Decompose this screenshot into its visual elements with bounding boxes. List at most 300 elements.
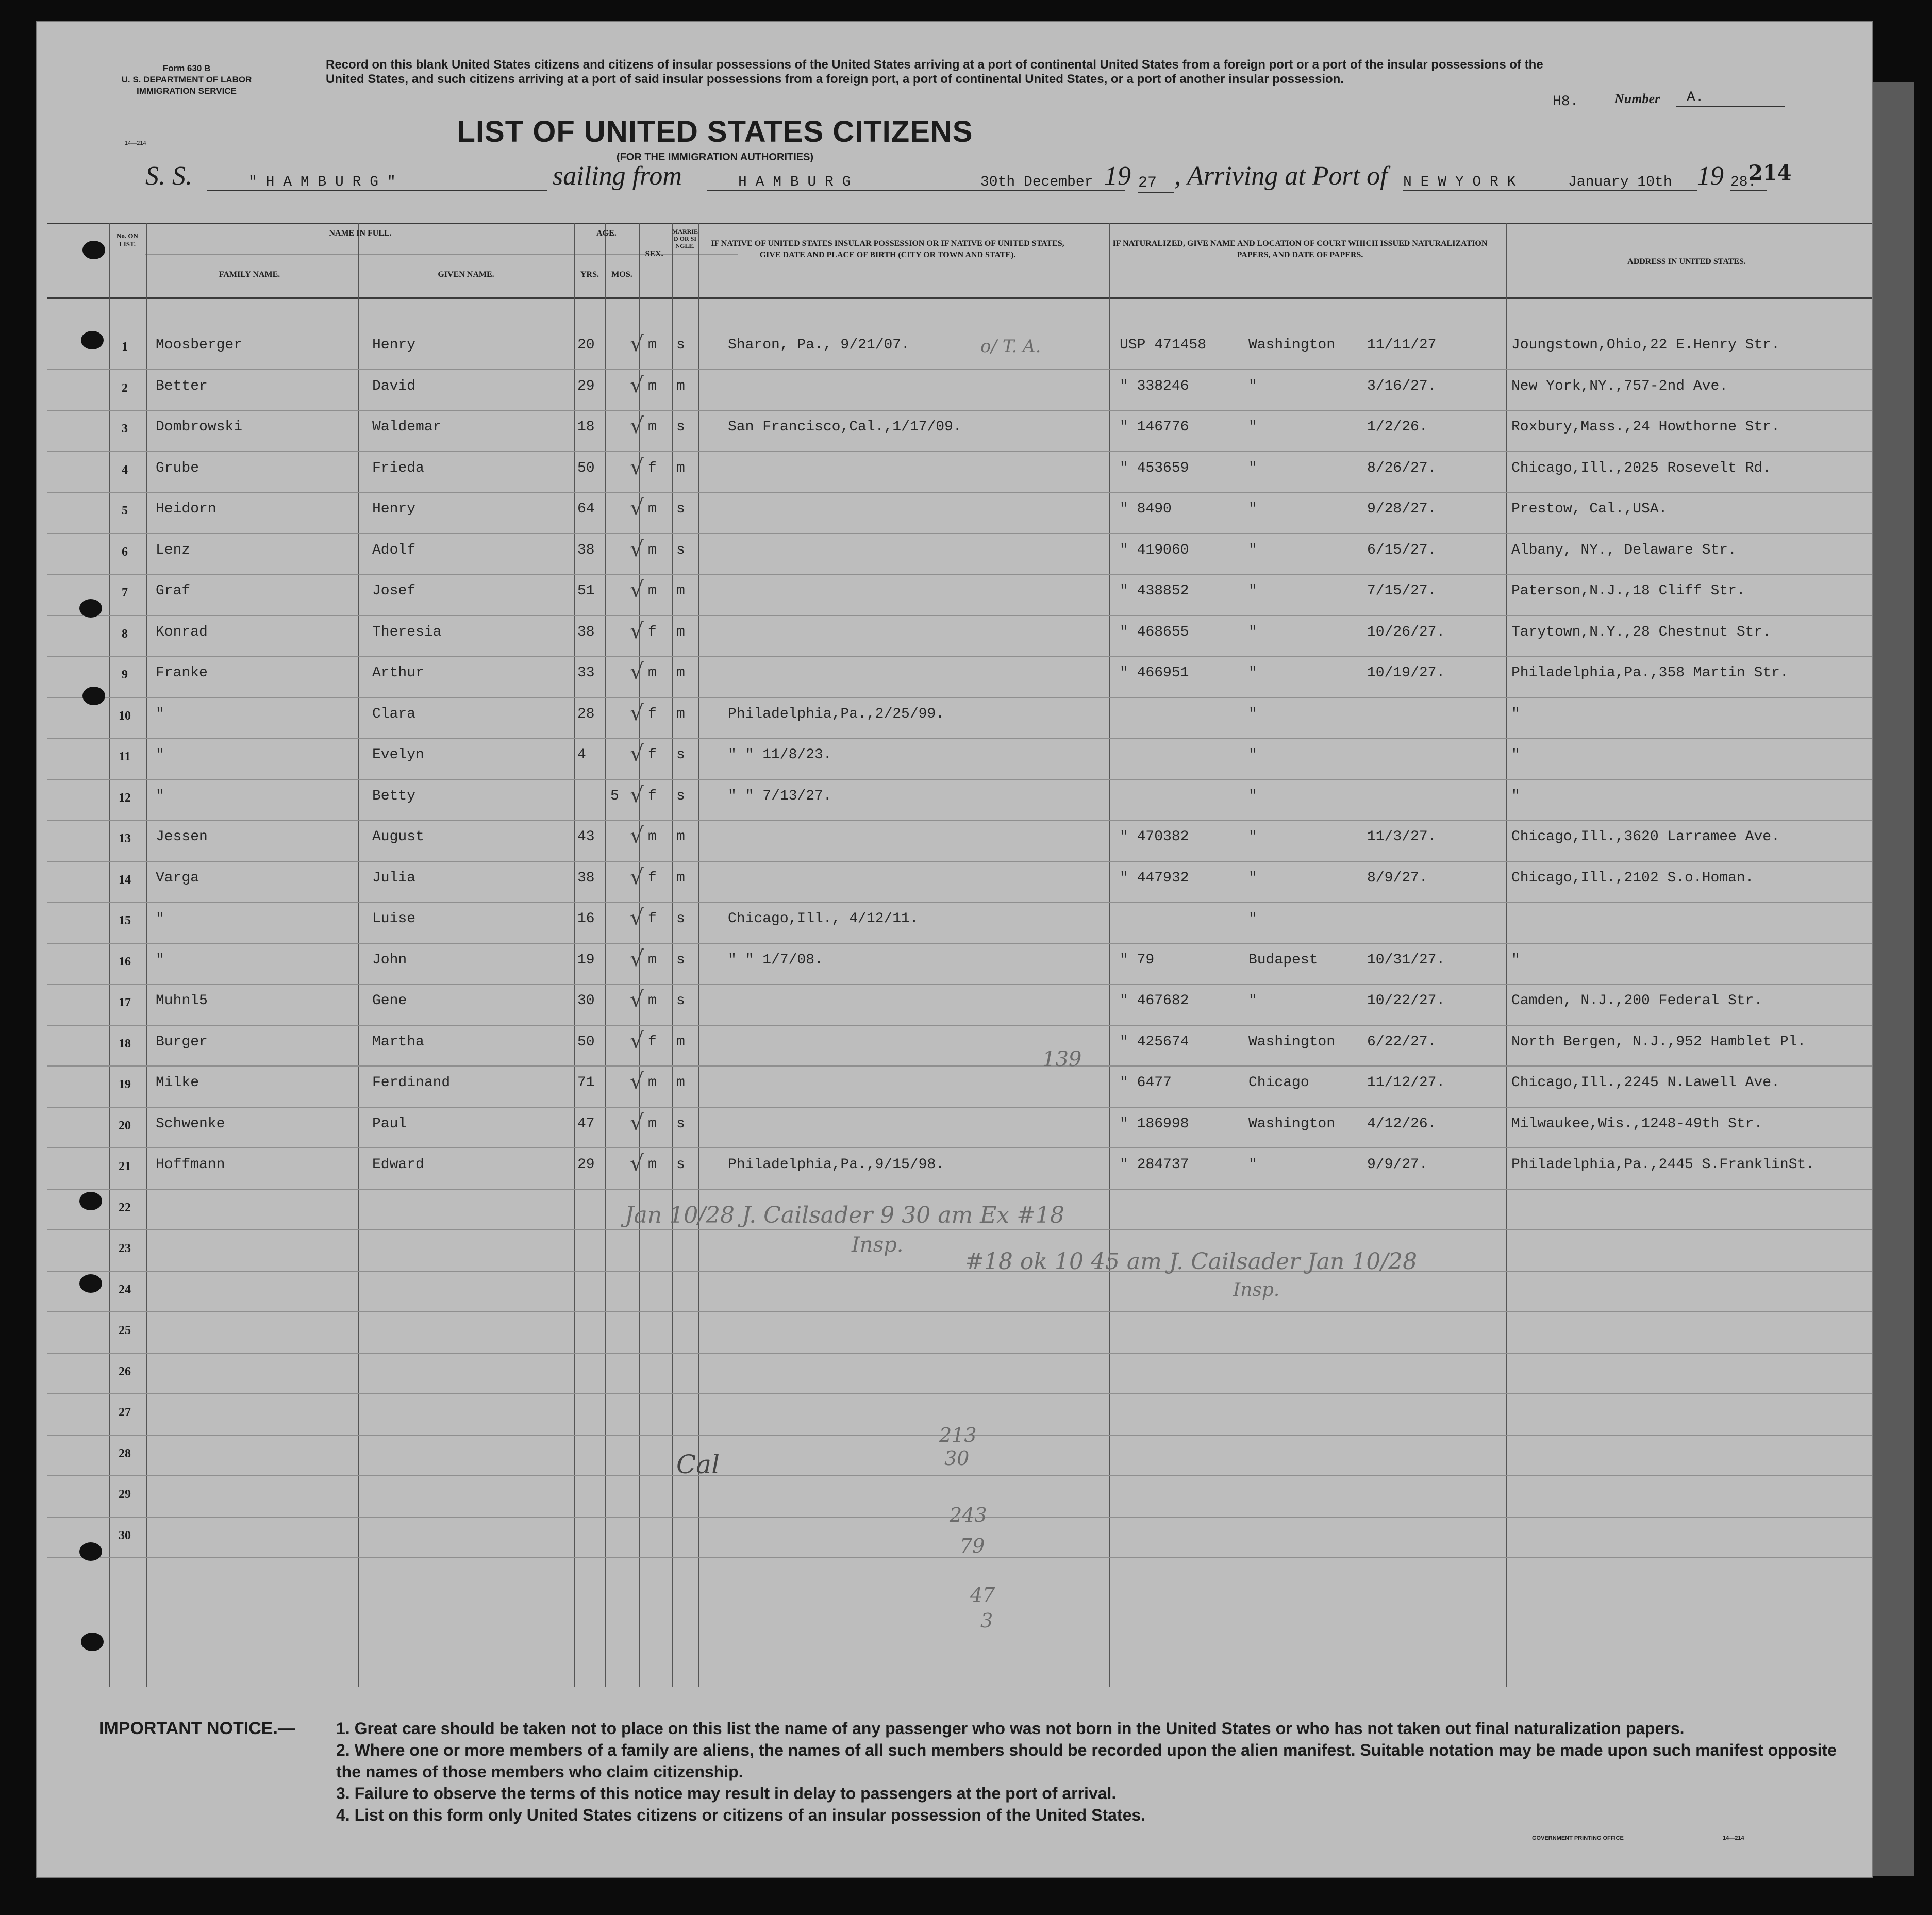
cell-sex: m <box>648 419 657 435</box>
row-number: 18 <box>119 1037 131 1051</box>
cell-court: " <box>1248 501 1257 517</box>
row-rule <box>47 861 1872 862</box>
header-months: MOS. <box>611 270 632 279</box>
cell-court: " <box>1248 829 1257 845</box>
row-number: 23 <box>119 1242 131 1255</box>
check-mark: √ <box>630 577 644 602</box>
cell-given: Theresia <box>372 624 442 640</box>
cell-yrs: 18 <box>577 419 595 435</box>
row-rule <box>47 451 1872 452</box>
row-number: 25 <box>119 1324 131 1337</box>
header-naturalized: IF NATURALIZED, GIVE NAME AND LOCATION OF COURT WHICH ISSUED NATURALIZATION PAPERS, AND DATE OF PAPERS. <box>1112 239 1488 259</box>
marginal-note: o/ T. A. <box>980 336 1041 357</box>
cell-court: " <box>1248 542 1257 558</box>
cell-given: Josef <box>372 583 416 599</box>
sailing-from-label: sailing from <box>553 161 682 191</box>
cell-address: Joungstown,Ohio,22 E.Henry Str. <box>1511 337 1780 353</box>
row-number: 6 <box>122 545 128 559</box>
check-mark: √ <box>630 659 644 684</box>
cell-ms: m <box>676 1034 685 1050</box>
cell-nat-date: 11/3/27. <box>1367 829 1437 845</box>
row-rule <box>47 738 1872 739</box>
cell-ms: s <box>676 993 685 1009</box>
column-rule <box>1109 223 1110 1687</box>
tally-4: 79 <box>960 1535 985 1557</box>
cell-address: Tarytown,N.Y.,28 Chestnut Str. <box>1511 624 1772 640</box>
cell-given: Arthur <box>372 665 424 681</box>
sheet-number: 214 <box>1748 161 1792 185</box>
cell-nat-date: 10/31/27. <box>1367 952 1445 968</box>
check-mark: √ <box>630 700 644 725</box>
cell-given: Betty <box>372 788 416 804</box>
cell-sex: f <box>648 706 657 722</box>
punch-hole <box>82 687 105 705</box>
row-number: 1 <box>122 340 128 354</box>
cell-nat-date: 6/15/27. <box>1367 542 1437 558</box>
row-number: 15 <box>119 914 131 927</box>
cell-ms: m <box>676 1075 685 1091</box>
cell-sex: f <box>648 747 657 763</box>
row-number: 30 <box>119 1528 131 1542</box>
cell-yrs: 38 <box>577 542 595 558</box>
header-given-name: GIVEN NAME. <box>438 270 494 279</box>
cell-nat-no: " 419060 <box>1120 542 1189 558</box>
row-number: 3 <box>122 422 128 436</box>
cell-ms: s <box>676 952 685 968</box>
punch-hole <box>79 1274 102 1293</box>
cell-address: Chicago,Ill.,2025 Rosevelt Rd. <box>1511 460 1772 476</box>
header-sex: SEX. <box>645 249 663 258</box>
cell-ms: s <box>676 337 685 353</box>
column-rule <box>146 223 147 1687</box>
number-label: Number <box>1614 91 1660 106</box>
header-age: AGE. <box>596 229 617 238</box>
cell-court: " <box>1248 624 1257 640</box>
cell-birth: Philadelphia,Pa.,9/15/98. <box>728 1157 945 1173</box>
cell-sex: m <box>648 501 657 517</box>
row-number: 4 <box>122 463 128 477</box>
cell-yrs: 71 <box>577 1075 595 1091</box>
cell-ms: s <box>676 1115 685 1132</box>
column-rule <box>574 223 575 1687</box>
row-number: 5 <box>122 504 128 518</box>
row-rule <box>47 1189 1872 1190</box>
cell-yrs: 4 <box>577 747 586 763</box>
cell-yrs: 51 <box>577 583 595 599</box>
row-rule <box>47 1271 1872 1272</box>
row-rule <box>47 1353 1872 1354</box>
cell-given: Henry <box>372 337 416 353</box>
column-rule <box>358 223 359 1687</box>
row-number: 11 <box>119 750 131 763</box>
cell-family: Better <box>156 378 208 394</box>
cell-sex: m <box>648 542 657 558</box>
row-number: 27 <box>119 1406 131 1419</box>
cell-address: Albany, NY., Delaware Str. <box>1511 542 1737 558</box>
cell-court: Budapest <box>1248 952 1318 968</box>
notice-item-1: 1. Great care should be taken not to place on this list the name of any passenger who was not born in the United States or who has not taken out final naturalization papers. <box>336 1719 1685 1738</box>
row-rule <box>47 779 1872 780</box>
cell-nat-no: " 8490 <box>1120 501 1172 517</box>
cell-address: Milwaukee,Wis.,1248-49th Str. <box>1511 1115 1763 1132</box>
punch-hole <box>81 331 104 349</box>
cell-nat-date: 3/16/27. <box>1367 378 1437 394</box>
row-rule <box>47 697 1872 698</box>
row-rule <box>47 820 1872 821</box>
cell-sex: m <box>648 952 657 968</box>
tally-1: 213 <box>939 1424 977 1446</box>
cell-ms: m <box>676 624 685 640</box>
cell-nat-date: 11/12/27. <box>1367 1075 1445 1091</box>
cell-sex: m <box>648 1157 657 1173</box>
cell-nat-no: " 470382 <box>1120 829 1189 845</box>
tally-5: 47 <box>970 1584 995 1606</box>
notice-title: IMPORTANT NOTICE.— <box>99 1719 295 1738</box>
cell-yrs: 38 <box>577 870 595 886</box>
cell-given: Evelyn <box>372 747 424 763</box>
cell-court: " <box>1248 747 1257 763</box>
cell-court: Washington <box>1248 1034 1336 1050</box>
cell-nat-no: USP 471458 <box>1120 337 1207 353</box>
cell-nat-date: 9/9/27. <box>1367 1157 1428 1173</box>
row-number: 14 <box>119 873 131 887</box>
cell-yrs: 50 <box>577 1034 595 1050</box>
departure-year: 27 <box>1138 174 1174 193</box>
cell-ms: m <box>676 829 685 845</box>
form-number: Form 630 B <box>162 63 211 73</box>
row-number: 7 <box>122 586 128 600</box>
header-bottom-rule <box>47 297 1872 299</box>
cell-family: Dombrowski <box>156 419 243 435</box>
cell-family: Franke <box>156 665 208 681</box>
cell-sex: f <box>648 624 657 640</box>
cell-court: " <box>1248 1157 1257 1173</box>
notice-item-3: 3. Failure to observe the terms of this notice may result in delay to passengers at the port of arrival. <box>336 1784 1117 1803</box>
cell-yrs: 19 <box>577 952 595 968</box>
cell-sex: m <box>648 993 657 1009</box>
notice-item-4: 4. List on this form only United States citizens or citizens of an insular possession of the United States. <box>336 1806 1146 1824</box>
cell-ms: s <box>676 542 685 558</box>
cell-court: " <box>1248 419 1257 435</box>
column-rule <box>1506 223 1507 1687</box>
cell-given: Adolf <box>372 542 416 558</box>
cell-address: Roxbury,Mass.,24 Howthorne Str. <box>1511 419 1780 435</box>
cell-yrs: 38 <box>577 624 595 640</box>
cell-court: " <box>1248 993 1257 1009</box>
check-mark: √ <box>630 1027 644 1053</box>
header-years: YRS. <box>580 270 599 279</box>
row-number: 16 <box>119 955 131 969</box>
cell-sex: m <box>648 1115 657 1132</box>
row-rule <box>47 1107 1872 1108</box>
cell-nat-date: 10/19/27. <box>1367 665 1445 681</box>
cell-address: " <box>1511 952 1520 968</box>
cell-court: " <box>1248 665 1257 681</box>
cell-yrs: 47 <box>577 1115 595 1132</box>
row-rule <box>47 943 1872 944</box>
header-married-or-single: MARRIED OR SINGLE. <box>672 228 698 249</box>
inspector-note-4: Insp. <box>1233 1279 1280 1301</box>
punch-hole <box>82 241 105 259</box>
cell-family: Moosberger <box>156 337 243 353</box>
cal-note: Cal <box>676 1450 720 1479</box>
cell-nat-no: " 453659 <box>1120 460 1189 476</box>
cell-family: Lenz <box>156 542 191 558</box>
notice-body <box>336 1718 1862 1826</box>
cell-address: Chicago,Ill.,2245 N.Lawell Ave. <box>1511 1075 1780 1091</box>
cell-given: John <box>372 952 407 968</box>
row-rule <box>47 574 1872 575</box>
cell-court: " <box>1248 460 1257 476</box>
cell-court: Washington <box>1248 337 1336 353</box>
cell-address: Chicago,Ill.,3620 Larramee Ave. <box>1511 829 1780 845</box>
cell-given: Paul <box>372 1115 407 1132</box>
check-mark: √ <box>630 331 644 356</box>
row-rule <box>47 410 1872 411</box>
cell-yrs: 30 <box>577 993 595 1009</box>
check-mark: √ <box>630 536 644 561</box>
arrival-year-prefix: 19 <box>1697 161 1724 191</box>
row-rule <box>47 1147 1872 1148</box>
tally-6: 3 <box>980 1609 993 1632</box>
check-mark: √ <box>630 823 644 848</box>
cell-birth: " " 1/7/08. <box>728 952 823 968</box>
page-subtitle: (FOR THE IMMIGRATION AUTHORITIES) <box>616 152 814 163</box>
row-number: 28 <box>119 1446 131 1460</box>
page-title: LIST OF UNITED STATES CITIZENS <box>457 115 973 148</box>
cell-nat-date: 7/15/27. <box>1367 583 1437 599</box>
cell-given: David <box>372 378 416 394</box>
cell-family: Schwenke <box>156 1115 225 1132</box>
arrival-date: January 10th <box>1568 174 1697 191</box>
cell-mos: 5 <box>610 788 619 804</box>
punch-hole <box>79 1192 102 1210</box>
printer-imprint: GOVERNMENT PRINTING OFFICE <box>1532 1835 1624 1841</box>
cell-nat-date: 10/26/27. <box>1367 624 1445 640</box>
cell-ms: m <box>676 460 685 476</box>
cell-nat-no: " 425674 <box>1120 1034 1189 1050</box>
row-number: 17 <box>119 996 131 1009</box>
check-mark: √ <box>630 863 644 889</box>
check-mark: √ <box>630 454 644 479</box>
tally-3: 243 <box>950 1504 987 1526</box>
cell-ms: s <box>676 1157 685 1173</box>
cell-sex: f <box>648 870 657 886</box>
cell-court: " <box>1248 378 1257 394</box>
cell-sex: m <box>648 337 657 353</box>
cell-yrs: 29 <box>577 1157 595 1173</box>
department-name: U. S. DEPARTMENT OF LABOR <box>121 75 252 85</box>
cell-sex: m <box>648 583 657 599</box>
cell-family: " <box>156 706 164 722</box>
check-mark: √ <box>630 495 644 520</box>
cell-birth: Chicago,Ill., 4/12/11. <box>728 911 919 927</box>
cell-family: Muhnl5 <box>156 993 208 1009</box>
manifest-sheet <box>36 21 1873 1878</box>
cell-court: " <box>1248 870 1257 886</box>
cell-family: Jessen <box>156 829 208 845</box>
check-mark: √ <box>630 781 644 807</box>
arriving-label: , Arriving at Port of <box>1174 161 1388 191</box>
cell-birth: San Francisco,Cal.,1/17/09. <box>728 419 962 435</box>
cell-sex: m <box>648 378 657 394</box>
cell-family: " <box>156 747 164 763</box>
row-number: 19 <box>119 1078 131 1091</box>
row-number: 10 <box>119 709 131 723</box>
cell-sex: m <box>648 829 657 845</box>
ship-name: " H A M B U R G " <box>207 174 547 191</box>
row-rule <box>47 1311 1872 1312</box>
row-rule <box>47 492 1872 493</box>
cell-address: Prestow, Cal.,USA. <box>1511 501 1668 517</box>
cell-address: Chicago,Ill.,2102 S.o.Homan. <box>1511 870 1754 886</box>
cell-court: Chicago <box>1248 1075 1309 1091</box>
header-family-name: FAMILY NAME. <box>219 270 280 279</box>
cell-family: Graf <box>156 583 191 599</box>
row-rule <box>47 369 1872 370</box>
record-instructions: Record on this blank United States citizens and citizens of insular possessions of the United States arriving at a port of continental United States from a foreign port or a port of the insular possessions of the United States, and such citizens arriving at a port of said insular possessions from a foreign port, a port of continental United States, or a port of another insular possession. <box>326 58 1543 86</box>
row-number: 13 <box>119 832 131 845</box>
cell-ms: s <box>676 788 685 804</box>
cell-yrs: 50 <box>577 460 595 476</box>
row-number: 9 <box>122 668 128 681</box>
header-address: ADDRESS IN UNITED STATES. <box>1627 257 1746 266</box>
departure-port: H A M B U R G <box>707 174 980 191</box>
cell-given: Frieda <box>372 460 424 476</box>
cell-birth: Sharon, Pa., 9/21/07. <box>728 337 910 353</box>
cell-nat-no: " 338246 <box>1120 378 1189 394</box>
cell-address: " <box>1511 747 1520 763</box>
cell-nat-date: 6/22/27. <box>1367 1034 1437 1050</box>
check-mark: √ <box>630 987 644 1012</box>
cell-birth: " " 7/13/27. <box>728 788 832 804</box>
row-rule <box>47 1065 1872 1067</box>
row-number: 29 <box>119 1488 131 1501</box>
cell-nat-no: " 146776 <box>1120 419 1189 435</box>
row-number: 2 <box>122 381 128 395</box>
cell-given: Henry <box>372 501 416 517</box>
punch-hole <box>79 1542 102 1561</box>
check-mark: √ <box>630 945 644 971</box>
cell-ms: m <box>676 870 685 886</box>
cell-nat-no: " 466951 <box>1120 665 1189 681</box>
cell-family: Varga <box>156 870 199 886</box>
inspector-note-3: #18 ok 10 45 am J. Cailsader Jan 10/28 <box>965 1248 1418 1275</box>
column-rule <box>605 223 606 1687</box>
cell-nat-date: 11/11/27 <box>1367 337 1437 353</box>
cell-address: " <box>1511 788 1520 804</box>
cell-court: " <box>1248 583 1257 599</box>
cell-birth: " " 11/8/23. <box>728 747 832 763</box>
cell-birth: Philadelphia,Pa.,2/25/99. <box>728 706 945 722</box>
cell-nat-no: " 186998 <box>1120 1115 1189 1132</box>
number-value: A. <box>1676 90 1785 107</box>
cell-sex: f <box>648 788 657 804</box>
cell-yrs: 20 <box>577 337 595 353</box>
row-rule <box>47 902 1872 903</box>
check-mark: √ <box>630 618 644 643</box>
row-rule <box>47 1025 1872 1026</box>
header-birthplace: IF NATIVE OF UNITED STATES INSULAR POSSESSION OR IF NATIVE OF UNITED STATES, GIVE DATE AND PLACE OF BIRTH (CITY OR TOWN AND STATE). <box>711 239 1064 259</box>
row-rule <box>47 615 1872 616</box>
row-rule <box>47 533 1872 534</box>
cell-family: Heidorn <box>156 501 216 517</box>
cell-ms: s <box>676 911 685 927</box>
cell-family: Konrad <box>156 624 208 640</box>
row-number: 21 <box>119 1160 131 1173</box>
cell-nat-date: 9/28/27. <box>1367 501 1437 517</box>
cell-ms: m <box>676 583 685 599</box>
cell-yrs: 16 <box>577 911 595 927</box>
cell-ms: s <box>676 419 685 435</box>
cell-given: Martha <box>372 1034 424 1050</box>
cell-address: " <box>1511 706 1520 722</box>
cell-court: " <box>1248 911 1257 927</box>
cell-court: Washington <box>1248 1115 1336 1132</box>
cell-yrs: 64 <box>577 501 595 517</box>
cell-given: Clara <box>372 706 416 722</box>
form-identifier <box>99 63 274 97</box>
row-rule <box>47 1229 1872 1230</box>
cell-nat-date: 1/2/26. <box>1367 419 1428 435</box>
number-mark: 139 <box>1042 1047 1082 1071</box>
cell-nat-no: " 79 <box>1120 952 1155 968</box>
row-number: 12 <box>119 791 131 805</box>
row-number: 22 <box>119 1201 131 1214</box>
row-rule <box>47 656 1872 657</box>
cell-ms: s <box>676 501 685 517</box>
cell-nat-date: 4/12/26. <box>1367 1115 1437 1132</box>
cell-yrs: 43 <box>577 829 595 845</box>
row-number: 26 <box>119 1364 131 1378</box>
row-rule <box>47 984 1872 985</box>
form-code: 14—214 <box>125 140 146 146</box>
cell-given: Gene <box>372 993 407 1009</box>
cell-sex: f <box>648 911 657 927</box>
check-mark: √ <box>630 413 644 438</box>
table-top-rule <box>47 223 1872 224</box>
cell-yrs: 29 <box>577 378 595 394</box>
inspector-note-1: Jan 10/28 J. Cailsader 9 30 am Ex #18 <box>625 1202 1064 1228</box>
header-no-on-list: No. ON LIST. <box>116 232 138 248</box>
cell-court: " <box>1248 788 1257 804</box>
check-mark: √ <box>630 1151 644 1176</box>
cell-ms: m <box>676 706 685 722</box>
row-rule <box>47 1557 1872 1558</box>
cell-nat-no: " 467682 <box>1120 993 1189 1009</box>
cell-address: North Bergen, N.J.,952 Hamblet Pl. <box>1511 1034 1806 1050</box>
tally-2: 30 <box>944 1447 970 1470</box>
notice-item-2: 2. Where one or more members of a family are aliens, the names of all such members should be recorded upon the alien manifest. Suitable notation may be made upon such manifest opposite the names of those members who claim citizenship. <box>336 1741 1837 1781</box>
cell-address: Philadelphia,Pa.,2445 S.FranklinSt. <box>1511 1157 1815 1173</box>
cell-address: New York,NY.,757-2nd Ave. <box>1511 378 1728 394</box>
departure-date: 30th December <box>980 174 1125 191</box>
arrival-port: N E W Y O R K <box>1403 174 1568 191</box>
check-mark: √ <box>630 741 644 766</box>
cell-given: Waldemar <box>372 419 442 435</box>
punch-hole <box>79 599 102 618</box>
cell-yrs: 33 <box>577 665 595 681</box>
cell-given: Ferdinand <box>372 1075 451 1091</box>
cell-address: Camden, N.J.,200 Federal Str. <box>1511 993 1763 1009</box>
cell-given: August <box>372 829 424 845</box>
cell-sex: m <box>648 1075 657 1091</box>
service-name: IMMIGRATION SERVICE <box>137 86 237 96</box>
check-mark: √ <box>630 1069 644 1094</box>
cell-sex: f <box>648 1034 657 1050</box>
cell-nat-date: 8/26/27. <box>1367 460 1437 476</box>
check-mark: √ <box>630 1109 644 1135</box>
